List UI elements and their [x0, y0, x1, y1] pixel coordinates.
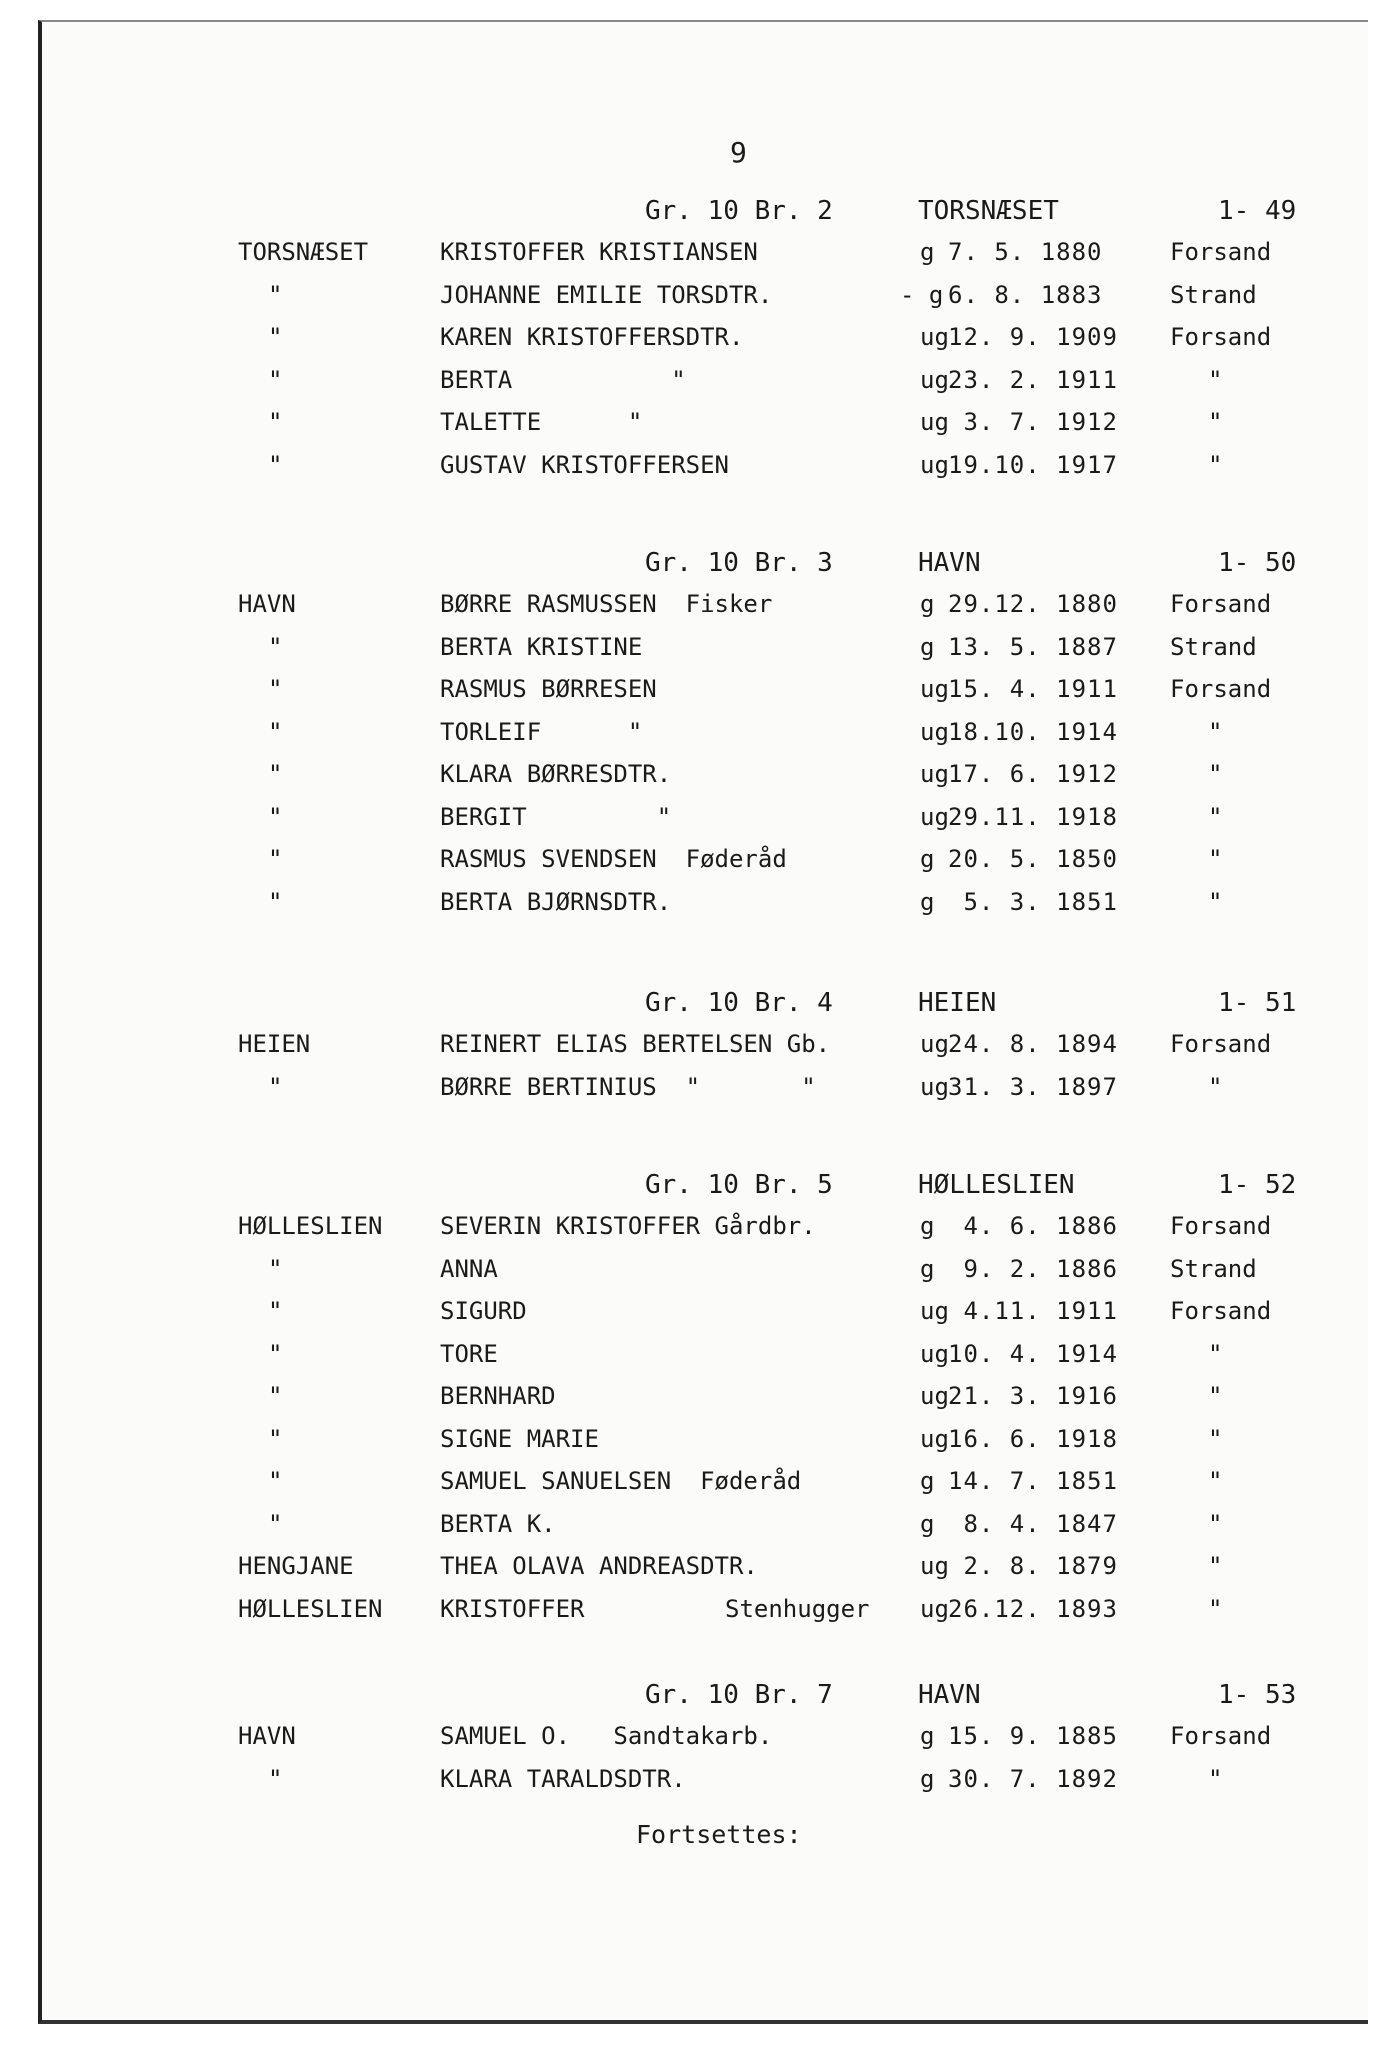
birth-place: Strand: [1170, 280, 1257, 309]
person-row: [0, 590, 1382, 633]
marital-status: ug: [920, 1072, 949, 1101]
residence-place: ": [268, 365, 283, 394]
birth-place: ": [1208, 1424, 1223, 1453]
residence-place: ": [268, 717, 283, 746]
marital-status: g: [920, 887, 935, 916]
person-name: SIGURD: [440, 1297, 527, 1325]
person-name: BØRRE RASMUSSEN Fisker: [440, 590, 773, 618]
household-section: [0, 1680, 1382, 1807]
residence-place: ": [268, 1072, 283, 1101]
birth-date: 5. 3. 1851: [948, 887, 1118, 916]
group-number: Gr. 10 Br. 2: [645, 196, 833, 226]
person-row: [0, 1765, 1382, 1808]
person-name: KLARA BØRRESDTR.: [440, 760, 672, 788]
section-header: [0, 988, 1382, 1030]
birth-date: 21. 3. 1916: [948, 1382, 1118, 1410]
person-name: TORLEIF ": [440, 717, 643, 746]
birth-place: ": [1208, 802, 1223, 831]
person-name: RASMUS BØRRESEN: [440, 675, 657, 703]
birth-place: ": [1208, 717, 1223, 746]
marital-status: ug: [920, 323, 949, 351]
person-name: BERGIT ": [440, 802, 672, 831]
marital-status: ug: [920, 760, 949, 788]
residence-place: ": [268, 1297, 283, 1325]
residence-place: HAVN: [238, 590, 296, 618]
residence-place: ": [268, 675, 283, 703]
marital-status: g: [920, 1722, 935, 1750]
birth-date: 2. 8. 1879: [948, 1552, 1118, 1580]
birth-place: ": [1208, 1072, 1223, 1101]
household-section: [0, 548, 1382, 930]
birth-date: 17. 6. 1912: [948, 760, 1118, 788]
marital-status: - g: [900, 280, 944, 309]
residence-place: HØLLESLIEN: [238, 1594, 383, 1623]
person-row: [0, 281, 1382, 324]
marital-status: g: [920, 1467, 935, 1495]
birth-place: ": [1208, 1594, 1223, 1623]
residence-place: HAVN: [238, 1722, 296, 1750]
person-row: [0, 366, 1382, 409]
person-name: KRISTOFFER: [440, 1594, 585, 1623]
group-number: Gr. 10 Br. 5: [645, 1170, 833, 1200]
section-header: [0, 548, 1382, 590]
reference-number: 1- 52: [1218, 1170, 1297, 1200]
marital-status: g: [920, 1212, 935, 1240]
marital-status: ug: [920, 717, 949, 746]
person-row: [0, 1073, 1382, 1116]
birth-place: ": [1208, 408, 1223, 436]
section-header: [0, 1170, 1382, 1212]
birth-date: 10. 4. 1914: [948, 1339, 1118, 1368]
residence-place: ": [268, 1764, 283, 1793]
group-number: Gr. 10 Br. 3: [645, 548, 833, 578]
person-row: [0, 451, 1382, 494]
person-name: BERTA ": [440, 365, 686, 394]
marital-status: g: [920, 238, 935, 266]
person-row: [0, 1425, 1382, 1468]
marital-status: ug: [920, 408, 949, 436]
marital-status: g: [920, 590, 935, 618]
residence-place: ": [268, 323, 283, 351]
birth-date: 7. 5. 1880: [948, 238, 1103, 266]
person-row: [0, 845, 1382, 888]
birth-place: ": [1208, 845, 1223, 873]
person-name: GUSTAV KRISTOFFERSEN: [440, 450, 729, 479]
person-row: [0, 1340, 1382, 1383]
reference-number: 1- 50: [1218, 548, 1297, 578]
birth-place: ": [1208, 1764, 1223, 1793]
person-row: [0, 408, 1382, 451]
birth-place: ": [1208, 1339, 1223, 1368]
marital-status: g: [920, 1764, 935, 1793]
residence-place: ": [268, 450, 283, 479]
person-name: ANNA: [440, 1254, 498, 1283]
page-number: 9: [730, 136, 747, 169]
marital-status: g: [920, 1254, 935, 1283]
person-name: SIGNE MARIE: [440, 1424, 599, 1453]
birth-place: ": [1208, 1382, 1223, 1410]
marital-status: g: [920, 845, 935, 873]
household-section: [0, 196, 1382, 493]
person-row: [0, 888, 1382, 931]
person-name: SEVERIN KRISTOFFER Gårdbr.: [440, 1212, 816, 1240]
farm-name: HAVN: [918, 1680, 981, 1710]
marital-status: ug: [920, 1382, 949, 1410]
marital-status: ug: [920, 365, 949, 394]
birth-place: ": [1208, 1467, 1223, 1495]
birth-date: 26.12. 1893: [948, 1594, 1118, 1623]
marital-status: ug: [920, 1339, 949, 1368]
person-name: BØRRE BERTINIUS " ": [440, 1072, 816, 1101]
person-name: BERTA K.: [440, 1509, 556, 1538]
residence-place: ": [268, 1339, 283, 1368]
residence-place: ": [268, 1509, 283, 1538]
birth-date: 15. 4. 1911: [948, 675, 1118, 703]
birth-place: Strand: [1170, 632, 1257, 661]
birth-date: 6. 8. 1883: [948, 280, 1103, 309]
person-name: BERTA BJØRNSDTR.: [440, 887, 672, 916]
person-row: [0, 1552, 1382, 1595]
birth-place: Strand: [1170, 1254, 1257, 1283]
farm-name: HAVN: [918, 548, 981, 578]
person-row: [0, 675, 1382, 718]
residence-place: ": [268, 632, 283, 661]
occupation: Stenhugger: [725, 1594, 870, 1623]
residence-place: ": [268, 280, 283, 309]
person-row: [0, 1467, 1382, 1510]
birth-date: 4. 6. 1886: [948, 1212, 1118, 1240]
birth-place: ": [1208, 450, 1223, 479]
residence-place: ": [268, 845, 283, 873]
residence-place: ": [268, 887, 283, 916]
farm-name: HØLLESLIEN: [918, 1170, 1075, 1200]
birth-date: 16. 6. 1918: [948, 1424, 1118, 1453]
person-name: THEA OLAVA ANDREASDTR.: [440, 1552, 758, 1580]
marital-status: ug: [920, 450, 949, 479]
person-name: SAMUEL SANUELSEN Føderåd: [440, 1467, 802, 1495]
person-row: [0, 1297, 1382, 1340]
residence-place: ": [268, 408, 283, 436]
birth-place: Forsand: [1170, 1212, 1272, 1240]
person-row: [0, 1722, 1382, 1765]
birth-date: 9. 2. 1886: [948, 1254, 1118, 1283]
person-name: BERTA KRISTINE: [440, 632, 643, 661]
person-row: [0, 760, 1382, 803]
person-name: RASMUS SVENDSEN Føderåd: [440, 845, 787, 873]
person-name: KAREN KRISTOFFERSDTR.: [440, 323, 744, 351]
section-header: [0, 196, 1382, 238]
marital-status: g: [920, 632, 935, 661]
marital-status: ug: [920, 1424, 949, 1453]
marital-status: ug: [920, 675, 949, 703]
person-name: JOHANNE EMILIE TORSDTR.: [440, 280, 773, 309]
person-name: TALETTE ": [440, 408, 643, 436]
residence-place: ": [268, 1382, 283, 1410]
birth-date: 24. 8. 1894: [948, 1030, 1118, 1058]
residence-place: HEIEN: [238, 1030, 311, 1058]
birth-place: Forsand: [1170, 323, 1272, 351]
person-name: BERNHARD: [440, 1382, 556, 1410]
residence-place: HØLLESLIEN: [238, 1212, 383, 1240]
person-name: KRISTOFFER KRISTIANSEN: [440, 238, 758, 266]
reference-number: 1- 51: [1218, 988, 1297, 1018]
group-number: Gr. 10 Br. 7: [645, 1680, 833, 1710]
person-row: [0, 633, 1382, 676]
birth-place: ": [1208, 1509, 1223, 1538]
birth-place: Forsand: [1170, 1030, 1272, 1058]
birth-date: 12. 9. 1909: [948, 323, 1118, 351]
section-header: [0, 1680, 1382, 1722]
birth-date: 31. 3. 1897: [948, 1072, 1118, 1101]
birth-place: ": [1208, 887, 1223, 916]
residence-place: ": [268, 1254, 283, 1283]
birth-date: 3. 7. 1912: [948, 408, 1118, 436]
household-section: [0, 988, 1382, 1115]
residence-place: ": [268, 1467, 283, 1495]
birth-place: ": [1208, 1552, 1223, 1580]
birth-date: 23. 2. 1911: [948, 365, 1118, 394]
farm-name: TORSNÆSET: [918, 196, 1059, 226]
residence-place: ": [268, 760, 283, 788]
residence-place: ": [268, 802, 283, 831]
marital-status: ug: [920, 1594, 949, 1623]
birth-date: 13. 5. 1887: [948, 632, 1118, 661]
marital-status: g: [920, 1509, 935, 1538]
person-row: [0, 718, 1382, 761]
person-row: [0, 1255, 1382, 1298]
birth-date: 14. 7. 1851: [948, 1467, 1118, 1495]
person-row: [0, 323, 1382, 366]
birth-date: 19.10. 1917: [948, 450, 1118, 479]
person-row: [0, 1510, 1382, 1553]
birth-place: Forsand: [1170, 590, 1272, 618]
residence-place: TORSNÆSET: [238, 238, 369, 266]
birth-place: Forsand: [1170, 1722, 1272, 1750]
person-name: SAMUEL O. Sandtakarb.: [440, 1722, 773, 1750]
person-row: [0, 238, 1382, 281]
group-number: Gr. 10 Br. 4: [645, 988, 833, 1018]
person-name: KLARA TARALDSDTR.: [440, 1764, 686, 1793]
marital-status: ug: [920, 1552, 949, 1580]
birth-date: 8. 4. 1847: [948, 1509, 1118, 1538]
marital-status: ug: [920, 1297, 949, 1325]
residence-place: ": [268, 1424, 283, 1453]
person-row: [0, 1595, 1382, 1638]
residence-place: HENGJANE: [238, 1552, 354, 1580]
person-row: [0, 1382, 1382, 1425]
birth-place: Forsand: [1170, 238, 1272, 266]
birth-place: Forsand: [1170, 1297, 1272, 1325]
person-row: [0, 1030, 1382, 1073]
birth-date: 20. 5. 1850: [948, 845, 1118, 873]
birth-place: Forsand: [1170, 675, 1272, 703]
marital-status: ug: [920, 802, 949, 831]
birth-date: 30. 7. 1892: [948, 1764, 1118, 1793]
person-name: REINERT ELIAS BERTELSEN Gb.: [440, 1030, 831, 1058]
birth-date: 15. 9. 1885: [948, 1722, 1118, 1750]
birth-place: ": [1208, 760, 1223, 788]
birth-date: 29.12. 1880: [948, 590, 1118, 618]
person-row: [0, 1212, 1382, 1255]
person-name: TORE: [440, 1339, 498, 1368]
person-row: [0, 803, 1382, 846]
birth-date: 18.10. 1914: [948, 717, 1118, 746]
birth-date: 4.11. 1911: [948, 1297, 1118, 1325]
farm-name: HEIEN: [918, 988, 997, 1018]
continued-label: Fortsettes:: [636, 1820, 802, 1849]
household-section: [0, 1170, 1382, 1637]
birth-place: ": [1208, 365, 1223, 394]
reference-number: 1- 53: [1218, 1680, 1297, 1710]
birth-date: 29.11. 1918: [948, 802, 1118, 831]
reference-number: 1- 49: [1218, 196, 1297, 226]
marital-status: ug: [920, 1030, 949, 1058]
